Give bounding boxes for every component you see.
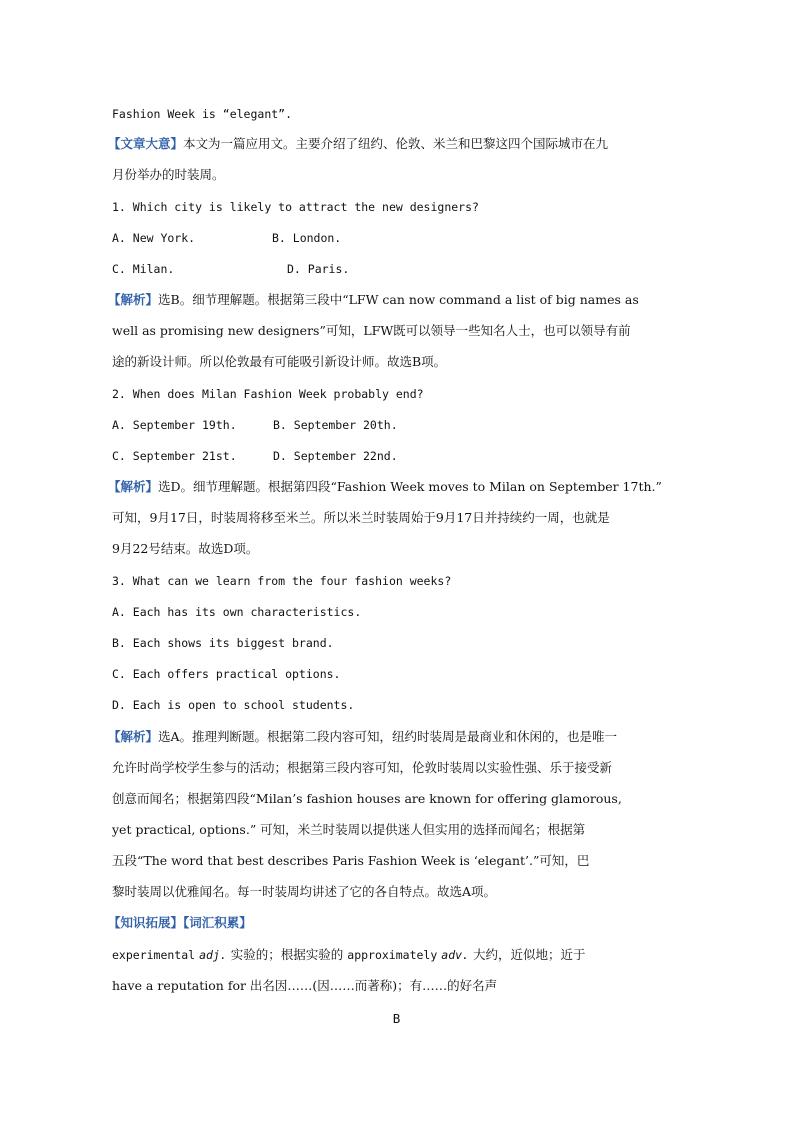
vocab-word: approximately xyxy=(347,948,438,962)
summary-text-continued: 月份举办的时装周。 xyxy=(112,167,225,182)
option-d: D. Paris. xyxy=(287,262,350,276)
explanation-text: 选A。推理判断题。根据第二段内容可知，纽约时装周是最商业和休闲的，也是唯一 xyxy=(158,729,618,744)
explanation-3-line-1 xyxy=(108,729,678,745)
knowledge-tag: 【知识拓展】 xyxy=(108,915,184,930)
explanation-2-line-3: 9月22号结束。故选D项。 xyxy=(112,541,259,556)
vocab-word: experimental xyxy=(112,948,196,962)
explanation-1-line-1 xyxy=(108,292,678,308)
option-d: D. Each is open to school students. xyxy=(112,698,355,712)
summary-line xyxy=(108,136,678,152)
explanation-3-line-2: 允许时尚学校学生参与的活动；根据第三段内容可知，伦敦时装周以实验性强、乐于接受新 xyxy=(112,760,613,775)
option-a: A. September 19th. xyxy=(112,418,237,432)
vocab-pos: adj. xyxy=(199,948,227,962)
explanation-3-line-6: 黎时装周以优雅闻名。每一时装周均讲述了它的各自特点。故选A项。 xyxy=(112,884,497,899)
option-c: C. Milan. xyxy=(112,262,175,276)
vocab-meaning: 大约，近似地；近于 xyxy=(472,947,586,962)
explanation-text: 选D。细节理解题。根据第四段“Fashion Week moves to Milan on September 17th.” xyxy=(158,479,662,494)
option-d: D. September 22nd. xyxy=(273,449,398,463)
explanation-2-line-1 xyxy=(108,479,678,495)
option-b: B. September 20th. xyxy=(273,418,398,432)
page-footer-letter: B xyxy=(392,1011,401,1026)
question-2-options-ab xyxy=(112,417,682,433)
explanation-3-line-3: 创意而闻名；根据第四段“Milan’s fashion houses are known for offering glamorous, xyxy=(112,791,622,806)
analysis-tag: 【解析】 xyxy=(108,479,159,494)
question-2-options-cd xyxy=(112,448,682,464)
vocabulary-tag: 【词汇积累】 xyxy=(183,915,252,930)
option-c: C. Each offers practical options. xyxy=(112,667,341,681)
explanation-3-line-4: yet practical, options.” 可知，米兰时装周以提供迷人但实用的选择而闻名；根据第 xyxy=(112,822,586,837)
explanation-1-line-2: well as promising new designers”可知，LFW既可以领导一些知名人士，也可以领导有前 xyxy=(112,323,631,338)
question-1: 1. Which city is likely to attract the new designers? xyxy=(112,200,479,214)
option-b: B. London. xyxy=(272,231,342,245)
summary-tag: 【文章大意】 xyxy=(108,136,184,151)
option-c: C. September 21st. xyxy=(112,449,237,463)
explanation-2-line-2: 可知，9月17日，时装周将移至米兰。所以米兰时装周始于9月17日并持续约一周，也就是 xyxy=(112,510,610,525)
summary-text: 本文为一篇应用文。主要介绍了纽约、伦敦、米兰和巴黎这四个国际城市在九 xyxy=(183,136,609,151)
question-1-options-cd xyxy=(112,261,682,277)
vocab-meaning: 实验的；根据实验的 xyxy=(230,947,344,962)
explanation-1-line-3: 途的新设计师。所以伦敦最有可能吸引新设计师。故选B项。 xyxy=(112,354,447,369)
continued-text: Fashion Week is “elegant”. xyxy=(112,107,293,121)
option-a: A. New York. xyxy=(112,231,196,245)
question-3: 3. What can we learn from the four fashion weeks? xyxy=(112,574,452,588)
question-1-options-ab xyxy=(112,230,682,246)
vocab-heading xyxy=(108,915,678,931)
vocab-line-2: have a reputation for 出名因……(因……而著称)；有……的好名声 xyxy=(112,978,498,993)
question-2: 2. When does Milan Fashion Week probably end? xyxy=(112,387,424,401)
vocab-pos: adv. xyxy=(441,948,469,962)
analysis-tag: 【解析】 xyxy=(108,729,159,744)
option-a: A. Each has its own characteristics. xyxy=(112,605,362,619)
explanation-text: 选B。细节理解题。根据第三段中“LFW can now command a list of big names as xyxy=(158,292,639,307)
option-b: B. Each shows its biggest brand. xyxy=(112,636,334,650)
explanation-3-line-5: 五段“The word that best describes Paris Fashion Week is ‘elegant’.”可知，巴 xyxy=(112,853,590,868)
vocab-line-1 xyxy=(112,947,682,963)
analysis-tag: 【解析】 xyxy=(108,292,159,307)
